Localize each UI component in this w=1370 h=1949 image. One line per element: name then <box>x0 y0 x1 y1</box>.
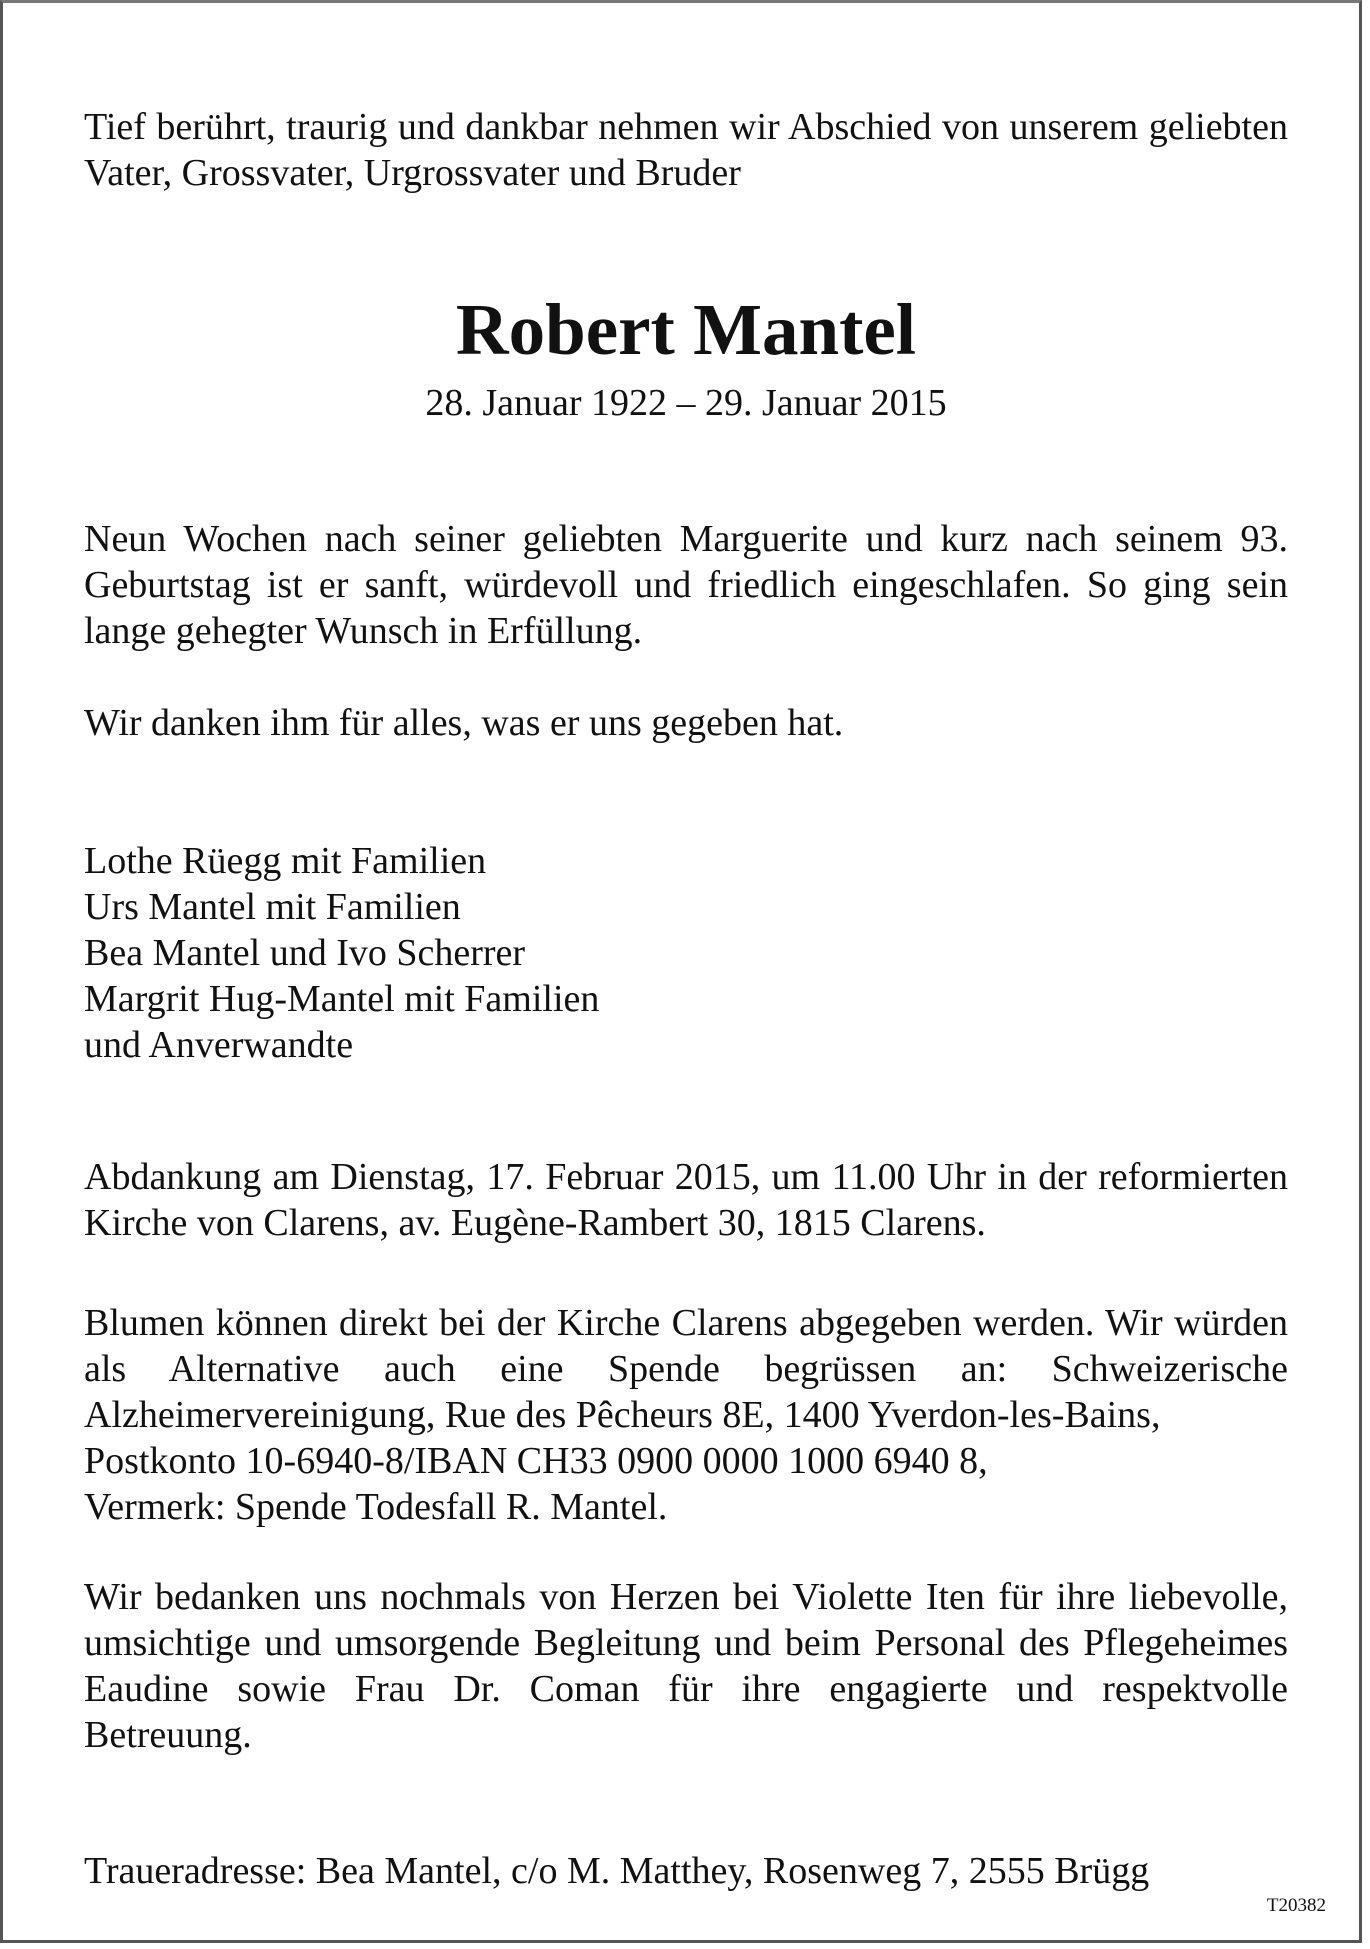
gratitude-line: Wir danken ihm für alles, was er uns gegeben hat. <box>84 702 844 744</box>
family-list <box>84 838 1288 1068</box>
thanks-paragraph: Wir bedanken uns nochmals von Herzen bei Violette Iten für ihre liebevolle, umsichtige und umsorgende Begleitung und beim Personal des Pflegeheimes Eaudine sowie Frau Dr. Coman für ihre engagierte und respektvolle Betreuung. <box>84 1576 1288 1756</box>
family-member: und Anverwandte <box>84 1024 354 1066</box>
family-member: Urs Mantel mit Familien <box>84 886 461 928</box>
donation-section <box>84 1300 1288 1530</box>
donation-text: Blumen können direkt bei der Kirche Clarens abgegeben werden. Wir würden als Alternative auch eine Spende begrüssen an: Schweizerische Alzheimervereinigung, Rue des Pêcheurs 8E, 1400 Yverdon-les-Bains, <box>84 1302 1288 1436</box>
deceased-name: Robert Mantel <box>455 289 917 370</box>
life-dates: 28. Januar 1922 – 29. Januar 2015 <box>425 382 947 424</box>
reference-code: T20382 <box>1266 1895 1326 1916</box>
farewell-paragraph: Neun Wochen nach seiner geliebten Marguerite und kurz nach seinem 93. Geburtstag ist er sanft, würdevoll und friedlich eingeschlafen. So ging sein lange gehegter Wunsch in Erfüllung. <box>84 518 1288 652</box>
family-member: Bea Mantel und Ivo Scherrer <box>84 932 526 974</box>
donation-note: Vermerk: Spende Todesfall R. Mantel. <box>84 1486 668 1528</box>
family-member: Lothe Rüegg mit Familien <box>84 840 487 882</box>
intro-text: Tief berührt, traurig und dankbar nehmen wir Abschied von unserem geliebten Vater, Grossvater, Urgrossvater und Bruder <box>84 106 1288 194</box>
service-details: Abdankung am Dienstag, 17. Februar 2015, um 11.00 Uhr in der reformierten Kirche von Clarens, av. Eugène-Rambert 30, 1815 Clarens. <box>84 1156 1288 1244</box>
family-member: Margrit Hug-Mantel mit Familien <box>84 978 600 1020</box>
donation-account: Postkonto 10-6940-8/IBAN CH33 0900 0000 1000 6940 8, <box>84 1440 988 1482</box>
mourning-address: Traueradresse: Bea Mantel, c/o M. Matthey, Rosenweg 7, 2555 Brügg <box>84 1850 1150 1892</box>
obituary-notice <box>84 104 1288 1892</box>
